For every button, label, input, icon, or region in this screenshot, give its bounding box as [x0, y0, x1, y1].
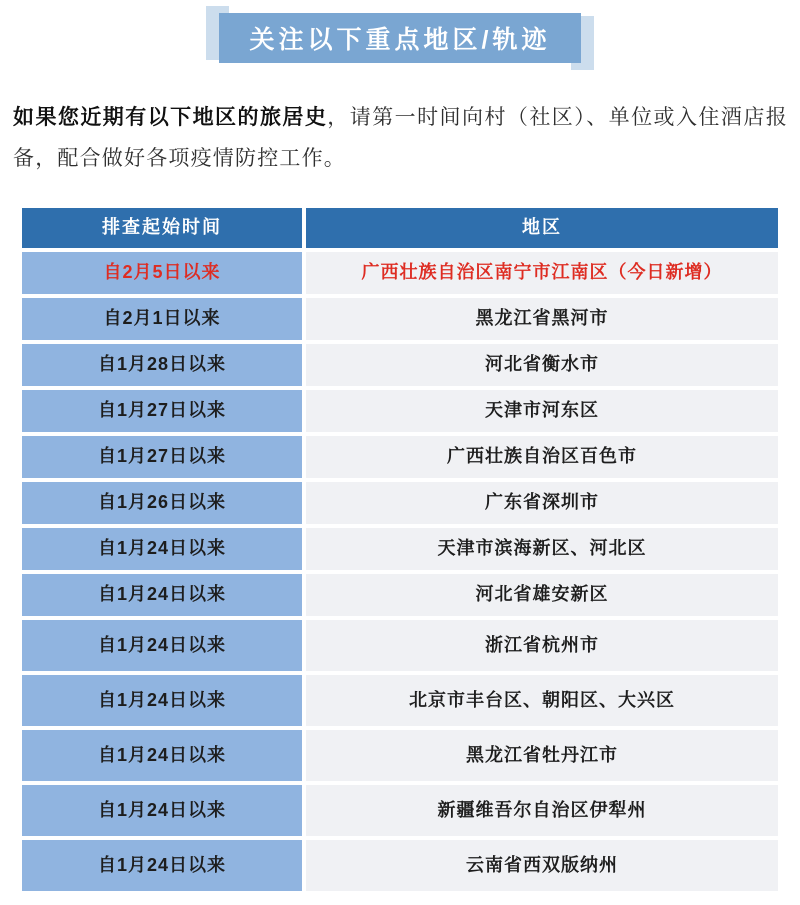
time-cell: 自1月24日以来 — [22, 840, 302, 891]
time-cell: 自2月1日以来 — [22, 298, 302, 340]
region-table — [22, 208, 778, 891]
header-cell-start-time: 排查起始时间 — [22, 208, 302, 248]
time-cell: 自1月24日以来 — [22, 574, 302, 616]
intro-paragraph — [13, 97, 788, 179]
region-cell: 广东省深圳市 — [306, 482, 778, 524]
region-cell: 广西壮族自治区百色市 — [306, 436, 778, 478]
region-cell: 天津市滨海新区、河北区 — [306, 528, 778, 570]
table-row — [22, 298, 778, 340]
table-row — [22, 390, 778, 432]
region-cell: 广西壮族自治区南宁市江南区（今日新增） — [306, 252, 778, 294]
table-row — [22, 620, 778, 671]
table-row — [22, 528, 778, 570]
header-cell-region: 地区 — [306, 208, 778, 248]
region-cell: 云南省西双版纳州 — [306, 840, 778, 891]
region-cell: 黑龙江省牡丹江市 — [306, 730, 778, 781]
region-cell: 北京市丰台区、朝阳区、大兴区 — [306, 675, 778, 726]
table-row — [22, 436, 778, 478]
table-row — [22, 675, 778, 726]
table-row — [22, 785, 778, 836]
region-cell: 新疆维吾尔自治区伊犁州 — [306, 785, 778, 836]
table-row — [22, 252, 778, 294]
time-cell: 自1月26日以来 — [22, 482, 302, 524]
table-row — [22, 840, 778, 891]
table-row — [22, 344, 778, 386]
notice-page — [0, 6, 800, 891]
region-cell: 黑龙江省黑河市 — [306, 298, 778, 340]
table-row — [22, 574, 778, 616]
time-cell: 自2月5日以来 — [22, 252, 302, 294]
time-cell: 自1月24日以来 — [22, 528, 302, 570]
time-cell: 自1月24日以来 — [22, 730, 302, 781]
table-row — [22, 730, 778, 781]
region-cell: 天津市河东区 — [306, 390, 778, 432]
banner — [206, 6, 594, 70]
time-cell: 自1月24日以来 — [22, 620, 302, 671]
intro-bold-text: 如果您近期有以下地区的旅居史 — [13, 106, 328, 129]
region-cell: 河北省雄安新区 — [306, 574, 778, 616]
time-cell: 自1月27日以来 — [22, 390, 302, 432]
time-cell: 自1月27日以来 — [22, 436, 302, 478]
time-cell: 自1月28日以来 — [22, 344, 302, 386]
banner-title: 关注以下重点地区/轨迹 — [219, 13, 581, 63]
time-cell: 自1月24日以来 — [22, 785, 302, 836]
table-header-row — [22, 208, 778, 248]
intro-rest-text: ，请第一时间向村（社区）、单位或入住酒店报备，配合做好各项疫情防控工作。 — [13, 106, 788, 170]
region-cell: 河北省衡水市 — [306, 344, 778, 386]
region-cell: 浙江省杭州市 — [306, 620, 778, 671]
time-cell: 自1月24日以来 — [22, 675, 302, 726]
table-row — [22, 482, 778, 524]
